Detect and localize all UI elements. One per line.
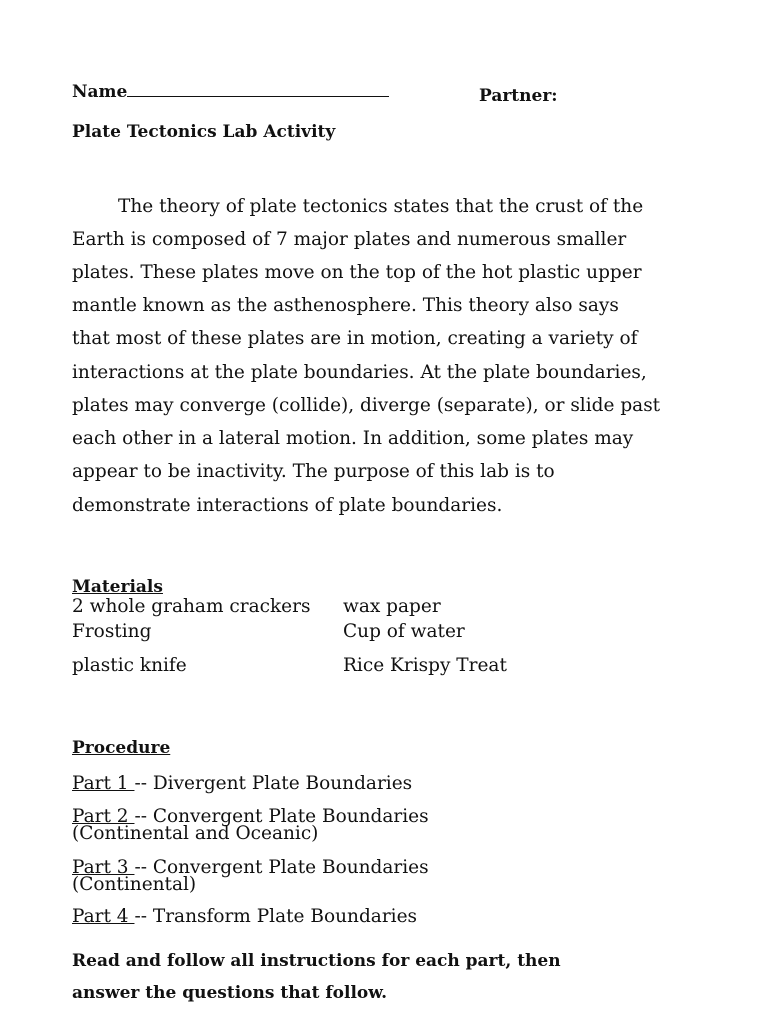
material-item: plastic knife (72, 655, 187, 676)
materials-heading: Materials (72, 577, 163, 597)
name-field[interactable] (72, 81, 389, 103)
intro-line: that most of these plates are in motion, creating a variety of (72, 328, 638, 349)
material-item: Frosting (72, 621, 152, 642)
material-item: wax paper (343, 596, 441, 617)
procedure-part-1 (72, 773, 412, 795)
instruction-line: Read and follow all instructions for each part, then (72, 951, 561, 971)
partner-label: Partner: (479, 86, 558, 106)
part-label: Part 4 (72, 906, 135, 927)
material-item: 2 whole graham crackers (72, 596, 311, 617)
part-label: Part 1 (72, 773, 135, 794)
part-text: -- Convergent Plate Boundaries (134, 806, 429, 827)
part-label: Part 3 (72, 857, 135, 878)
page-title: Plate Tectonics Lab Activity (72, 122, 336, 142)
intro-line: mantle known as the asthenosphere. This theory also says (72, 295, 619, 316)
intro-line: each other in a lateral motion. In addition, some plates may (72, 428, 634, 449)
instruction-line: answer the questions that follow. (72, 983, 388, 1003)
part-text: -- Divergent Plate Boundaries (134, 773, 413, 794)
part-subtitle: (Continental) (72, 874, 197, 895)
procedure-part-4 (72, 906, 417, 928)
material-item: Rice Krispy Treat (343, 655, 507, 676)
name-blank-line[interactable] (127, 82, 389, 97)
procedure-heading: Procedure (72, 738, 171, 758)
intro-line: demonstrate interactions of plate boundaries. (72, 495, 503, 516)
part-label: Part 2 (72, 806, 135, 827)
intro-line: interactions at the plate boundaries. At the plate boundaries, (72, 362, 647, 383)
intro-line: plates may converge (collide), diverge (separate), or slide past (72, 395, 661, 416)
intro-line: plates. These plates move on the top of the hot plastic upper (72, 262, 642, 283)
part-text: -- Convergent Plate Boundaries (134, 857, 429, 878)
part-text: -- Transform Plate Boundaries (134, 906, 418, 927)
name-label: Name (72, 82, 128, 102)
part-subtitle: (Continental and Oceanic) (72, 823, 319, 844)
intro-line: appear to be inactivity. The purpose of this lab is to (72, 461, 555, 482)
intro-line: The theory of plate tectonics states that the crust of the (118, 196, 644, 217)
material-item: Cup of water (343, 621, 465, 642)
intro-line: Earth is composed of 7 major plates and numerous smaller (72, 229, 627, 250)
